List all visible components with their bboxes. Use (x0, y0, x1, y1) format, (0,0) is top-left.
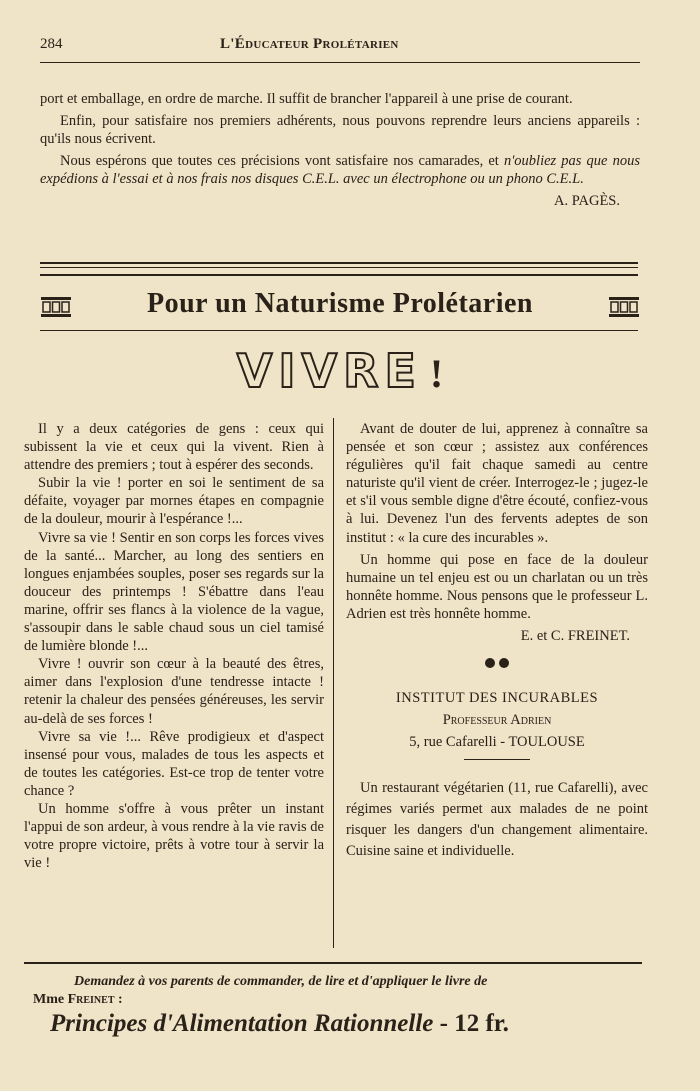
header-rule (40, 62, 640, 63)
footer-author-suffix: : (118, 992, 123, 1007)
signature: A. PAGÈS. (554, 193, 620, 209)
paragraph: Vivre ! ouvrir son cœur à la beauté des êtres, aimer dans l'explosion d'une tendresse intacte ! retenir la chaleur des pensées généreuses, les servir au-delà de ses forces ! (24, 656, 324, 727)
intro-paragraph: Enfin, pour satisfaire nos premiers adhérents, nous pouvons reprendre leurs anciens appareils : qu'ils nous écrivent. (40, 113, 640, 147)
intro-paragraph (40, 152, 640, 188)
intro-text-start: Nous espérons que toutes ces précisions vont satisfaire nos camarades, et (60, 153, 499, 169)
institute-block (346, 687, 648, 753)
paragraph: Subir la vie ! porter en soi le sentiment de sa défaite, voyager par mornes étapes en compagnie de la douleur, mourir à l'espérance !... (24, 475, 324, 528)
column-divider (333, 418, 334, 948)
institute-professor: Professeur Adrien (442, 712, 552, 729)
section-title: Pour un Naturisme Prolétarien (147, 288, 533, 319)
column-left (24, 420, 324, 872)
intro-text (40, 90, 640, 214)
book-price: - 12 fr. (439, 1010, 509, 1037)
article-title-text: VIVRE (236, 344, 422, 398)
dot-icon (485, 658, 495, 668)
journal-title: L'Éducateur Prolétarien (220, 36, 399, 52)
paragraph: Un homme qui pose en face de la douleur humaine un tel enjeu est ou un charlatan ou un très honnête homme. Nous pensons que le professeur L. Adrien est très honnête homme. (346, 551, 648, 622)
short-rule (464, 759, 530, 760)
column-right (346, 420, 648, 862)
article-title-exclamation: ! (429, 351, 444, 396)
ornament-icon (608, 296, 640, 318)
paragraph: Avant de douter de lui, apprenez à connaître sa pensée et son cœur ; assistez aux conférences régulières qu'il fait chaque samedi au centre naturiste qu'il vient de créer. Interrogez-le ; jugez-le et s'il vous semble digne d'être écouté, confiez-vous à lui. Devenez l'un des fervents adeptes de son institut : « la cure des incurables ». (346, 421, 648, 546)
institute-address: 5, rue Cafarelli - TOULOUSE (409, 734, 585, 751)
running-header (40, 34, 640, 60)
paragraph: Un homme s'offre à vous prêter un instant l'appui de son ardeur, à vous rendre à la vie ravis de votre propre victoire, prêts à votre tour à servir la vie ! (24, 800, 324, 872)
restaurant-notice: Un restaurant végétarien (11, rue Cafarelli), avec régimes variés permet aux malades de ne point risquer les dangers d'un changement alimentaire. Cuisine saine et individuelle. (346, 780, 648, 860)
separator-dots (346, 655, 648, 673)
intro-italic-text: n'oubliez pas que nous expédions à l'essai et à nos frais nos disques C.E.L. avec un électrophone ou un phono C.E.L. (40, 153, 640, 187)
section-divider (40, 262, 638, 276)
footer-rule (24, 962, 642, 964)
article-title (40, 344, 640, 398)
page-number: 284 (40, 36, 63, 52)
paragraph: Vivre sa vie !... Rêve prodigieux et d'aspect insensé pour vous, malades de tous les aspects et de toutes les catégories. Est-ce trop de tenter votre chance ? (24, 728, 324, 799)
paragraph: Vivre sa vie ! Sentir en son corps les forces vives de la santé... Marcher, au long des sentiers en longues enjambées souples, poser ses regards sur la douceur des printemps ! S'ébattre dans l'eau marine, offrir ses flancs à la violence de la vague, s'assoupir dans le sable chaud sous un ciel tamisé de lumière blonde !... (24, 529, 324, 655)
intro-paragraph: port et emballage, en ordre de marche. Il suffit de brancher l'appareil à une prise de courant. (40, 91, 573, 107)
footer-author-name: Freinet (67, 992, 115, 1007)
author-signature: E. et C. FREINET. (520, 628, 630, 645)
footer-book (50, 1010, 509, 1038)
footer-advert-line: Demandez à vos parents de commander, de lire et d'appliquer le livre de (74, 974, 488, 989)
footer-author-line (33, 992, 123, 1008)
institute-name: INSTITUT DES INCURABLES (395, 690, 599, 707)
heading-rule (40, 330, 638, 331)
ornament-icon (40, 296, 72, 318)
book-title: Principes d'Alimentation Rationnelle (50, 1010, 434, 1037)
paragraph: Il y a deux catégories de gens : ceux qui subissent la vie et ceux qui la vivent. Rien à attendre des premiers ; tout à espérer des seconds. (24, 421, 324, 474)
dot-icon (499, 658, 509, 668)
footer-author-prefix: Mme (33, 992, 65, 1007)
section-heading (40, 288, 640, 328)
